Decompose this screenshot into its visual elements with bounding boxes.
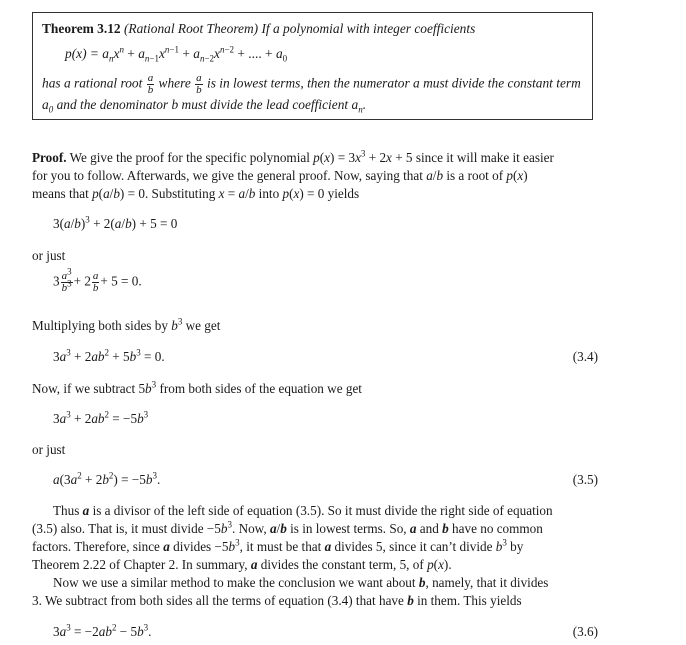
theorem-statement-line-1 bbox=[42, 21, 475, 37]
proof-line-3: means that p(a/b) = 0. Substituting x = a/b into p(x) = 0 yields bbox=[32, 186, 360, 201]
equation-fraction-form: 3 $\frac{a^3}{b^3}$ + 2 $\frac{a}{b}$ + 5 = 0. bbox=[53, 266, 142, 294]
or-just-2: or just bbox=[32, 442, 66, 457]
equation-3-6: $3a^3 = -2ab^2 - 5b^3$. bbox=[53, 622, 152, 639]
multiplying-line: Multiplying both sides by $b^3$ we get bbox=[32, 316, 221, 333]
equation-3-5: $a(3a^2 + 2b^2) = -5b^3$. bbox=[53, 470, 161, 487]
equation-substituted: $3(a/b)^3 + 2(a/b) + 5 = 0$ bbox=[53, 214, 178, 231]
theorem-statement-line-3: has a rational root $\frac{a}{b}$ where $\frac{a}{b}$ is in lowest terms, then the numerator a must divide the constant term bbox=[42, 72, 581, 96]
or-just-1: or just bbox=[32, 248, 66, 263]
equation-number-3-5: (3.5) bbox=[572, 472, 598, 487]
paragraph-3-line-1: Now we use a similar method to make the conclusion we want about b, namely, that it divides bbox=[53, 575, 549, 590]
theorem-statement-line-4: $a_0$ and the denominator b must divide the lead coefficient $a_n$. bbox=[42, 97, 367, 115]
fraction-a-over-b: $\frac{a}{b}$ bbox=[147, 72, 154, 96]
proof-line-2: for you to follow. Afterwards, we give the general proof. Now, saying that a/b is a root of p(x) bbox=[32, 168, 528, 183]
proof-line-1: Proof. We give the proof for the specific polynomial $p(x) = 3x^3 + 2x + 5$ since it will make it easier bbox=[32, 148, 554, 165]
theorem-heading: Theorem 3.12 bbox=[42, 21, 121, 36]
paragraph-2-line-3: factors. Therefore, since a divides $-5b^3$, it must be that a divides 5, since it can’t divide $b^3$ by bbox=[32, 537, 524, 554]
equation-number-3-6: (3.6) bbox=[572, 624, 598, 639]
fraction-a-over-b: $\frac{a}{b}$ bbox=[196, 72, 202, 96]
paragraph-2-line-1: Thus a is a divisor of the left side of equation (3.5). So it must divide the right side of equation bbox=[53, 503, 553, 518]
equation-subtracted: $3a^3 + 2ab^2 = -5b^3$ bbox=[53, 409, 149, 426]
paragraph-3-line-2: 3. We subtract from both sides all the terms of equation (3.4) that have b in them. This yields bbox=[32, 593, 522, 608]
theorem-line-1: If a polynomial with integer coefficients bbox=[261, 21, 476, 36]
paragraph-2-line-2: (3.5) also. That is, it must divide $-5b^3$. Now, a/b is in lowest terms. So, a and b have no common bbox=[32, 519, 543, 536]
polynomial-formula: $p(x) = a_nx^n + a_{n-1}x^{n-1} + a_{n-2}x^{n-2}$ + .... + $a_0$ bbox=[65, 44, 288, 64]
paragraph-2-line-4: Theorem 2.22 of Chapter 2. In summary, a divides the constant term, 5, of p(x). bbox=[32, 557, 452, 572]
proof-label: Proof. bbox=[32, 150, 67, 165]
theorem-box bbox=[32, 12, 593, 120]
theorem-name: (Rational Root Theorem) bbox=[123, 21, 259, 36]
equation-number-3-4: (3.4) bbox=[572, 349, 598, 364]
subtract-line: Now, if we subtract $5b^3$ from both sides of the equation we get bbox=[32, 379, 362, 396]
equation-3-4: $3a^3 + 2ab^2 + 5b^3 = 0$. bbox=[53, 347, 165, 364]
